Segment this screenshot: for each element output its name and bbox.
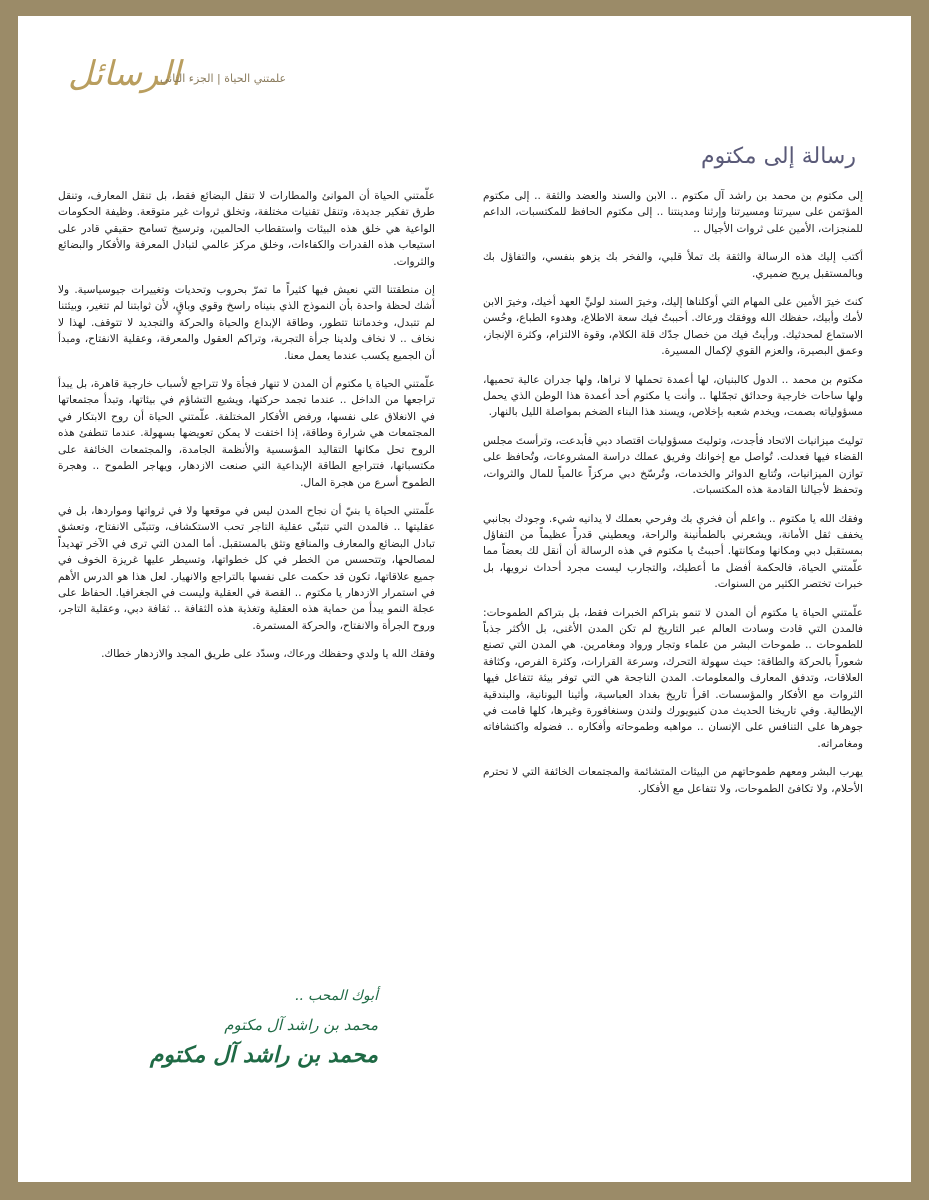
paragraph: وفقك الله يا مكتوم .. واعلم أن فخري بك وفرحي بعملك لا يدانيه شيء. وجودك بجانبي يخفف ثقل الأمانة، ويشعرني بالطمأنينة والراحة، ويعطيني قدراً عظيماً من التفاؤل بمستقبل دبي ومكانها ومكانتها. أحببتُ يا مكتوم في هذه الرسالة أن أنقل لك بعضاً مما علّمتني الحياة، فالحكمة أفضل ما أعطيك، والتجارب ليست مجرد أحداث نرويها، بل خبرات تختصر الكثير من السنوات.: [483, 512, 863, 591]
page-sheet: [18, 16, 911, 1182]
paragraph: إن منطقتنا التي نعيش فيها كثيراً ما تمرّ بحروب وتحديات وتغييرات جيوسياسية. ولا أشك لحظة واحدة بأن النموذج الذي بنيناه راسخ وقوي وباقٍ، لأن ثوابتنا لم تتغير، وبيئتنا لم تتبدل، وخدماتنا تتطور، وطاقة الإبداع والحياة والحركة والتجديد لا تتوقف. لهذا لا نخاف .. لا نخاف ولدينا جرأة التجربة، وتراكم العقول والمعرفة، وعقلية الانفتاح، ومبدأ أن الجميع يكسب عندما يعمل معنا.: [58, 284, 435, 362]
paragraph: مكتوم بن محمد .. الدول كالبنيان، لها أعمدة تحملها لا نراها، ولها جدران عالية تحميها، ولها ساحات خارجية وحدائق تجمّلها .. وأنت يا مكتوم أحد أعمدة هذا الوطن الذي يحمل مسؤولياته بصمت، ويخدم شعبه بإخلاص، ويسند هذا البناء الضخم بمواصلة الليل بالنهار.: [483, 373, 863, 419]
paragraph: علّمتني الحياة أن الموانئ والمطارات لا تنقل البضائع فقط، بل تنقل المعارف، وتنقل طرق تفكير جديدة، وتنقل تقنيات مختلفة، وتخلق ثروات غير متوقعة. وظيفة الحكومات الواعية هي خلق هذه البيئات واستقطاب الحالمين، وترسيخ تسامح حقيقي قادر على استيعاب هذه القدرات والكفاءات، وخلق مركز عالمي لتبادل المعرفة والأفكار والبضائع والثروات.: [58, 190, 435, 268]
paragraph: علّمتني الحياة يا مكتوم أن المدن لا تنهار فجأة ولا تتراجع لأسباب خارجية قاهرة، بل يبدأ تراجعها من الداخل .. عندما تجمد حركتها، ويشيع التشاؤم في بيئاتها، وتبدأ مجتمعاتها في الانغلاق على نفسها، ورفض الأفكار المختلفة. علّمتني الحياة أن روح الابتكار في المجتمعات هي شرارة وطاقة، إذا اختفت لا يمكن تعويضها بسهولة. عندما تنطفئ هذه الروح تحل مكانها التقاليد المؤسسية والأنظمة الجامدة، والمجتمعات الخائفة على مكتسباتها، فتتراجع الطاقة الإبداعية التي صنعت الازدهار، ويهاجر الطموح .. وهجرة الطموح أسرع من هجرة المال.: [58, 378, 435, 489]
brand-logo: الرسائل: [68, 54, 181, 94]
paragraph: أكتب إليك هذه الرسالة والثقة بك تملأ قلبي، والفخر بك يزهو بنفسي، والتفاؤل بك وبالمستقبل يريح ضميري.: [483, 251, 863, 280]
right-column: [483, 188, 863, 809]
paragraph: كنتَ خيرَ الأمين على المهام التي أوكلناها إليك، وخيرَ السند لوليِّ العهد أخيك، وخيرَ الابن لأمك وأبيك، حفظك الله ووفقك ورعاك. أحببتُ فيك سعة الاطلاع، وهدوء الطباع، وحُسن الاستماع لمحدثيك. ورأيتُ فيك من خصال جدّك قلة الكلام، وقوة الالتزام، وكثرة الإنجاز، وعمق البصيرة، والعزم القوي لإكمال المسيرة.: [483, 296, 863, 358]
paragraph: علّمتني الحياة يا مكتوم أن المدن لا تنمو بتراكم الخبرات فقط، بل بتراكم الطموحات: فالمدن التي قادت وسادت العالم عبر التاريخ لم تكن المدن الأغنى، بل الأكثر جذباً للطموحات .. طموحات البشر من علماء وتجار ورواد ومغامرين. هي المدن التي تصنع شعوراً بالحركة والطاقة: حيث سهولة التحرك، وسرعة القرارات، وكثرة الفرص، وكثافة العلاقات، وتدفق المعارف والمعلومات. المدن الناجحة هي التي توفر بيئة تتفاعل فيها الثروات مع الأفكار والمؤسسات. اقرأ تاريخ بغداد العباسية، وأثينا اليونانية، والبندقية الإيطالية. وفي تاريخنا الحديث مدن كنيويورك ولندن وسنغافورة وغيرها، كلها قامت في جوهرها على التنافس على الإنسان .. مواهبه وطموحاته وأفكاره .. فضوله واكتشافاته ومغامراته.: [483, 606, 863, 750]
paragraph: وفقك الله يا ولدي وحفظك ورعاك، وسدّد على طريق المجد والازدهار خطاك.: [101, 648, 435, 661]
left-column: [58, 188, 435, 675]
paragraph: توليتَ ميزانيات الاتحاد فأجدت، وتوليتَ مسؤوليات اقتصاد دبي فأبدعت، وترأستَ مجلس القضاء فيها فعدلت. تُواصل مع إخوانك وفريق عملك دراسة المشروعات، وتُحافظ على توازن الميزانيات، وتُتابع الدوائر والخدمات، وتُرسّخ دبي مركزاً عالمياً للمال والثروات، وتحفظ لأجيالنا القادمة هذه المكتسبات.: [483, 434, 863, 497]
paragraph: إلى مكتوم بن محمد بن راشد آل مكتوم .. الابن والسند والعضد والثقة .. إلى مكتوم المؤتمن على سيرتنا ومسيرتنا وإرثنا ومدينتنا .. إلى مكتوم الحافظ للمكتسبات، الداعم للمنجزات، الأمين على ثروات الأجيال ..: [483, 190, 863, 235]
paragraph: علّمتني الحياة يا بنيّ أن نجاح المدن ليس في موقعها ولا في ثرواتها ومواردها، بل في عقليتها .. فالمدن التي تتبنّى عقلية التاجر تحب الاستكشاف، وتتبنّى الانفتاح، وتعشق تبادل البضائع والمعارف والمنافع وتثق بالمستقبل. أما المدن التي ترى في الآخر تهديداً لمصالحها، وتتحسس من الخطر في كل خطواتها، وتسيطر عليها غريزة الخوف في جميع علاقاتها، تكون قد حكمت على نفسها بالتراجع والانهيار. لعل هذا هو الدرس الأهم في استمرار الازدهار يا مكتوم .. القصة في العقلية وليست في الجغرافيا. الحفاظ على عجلة النمو يبدأ من حماية هذه العقلية وتغذية هذه الثقافة .. ثقافة دبي، وعقلية التاجر، وروح الجرأة والانفتاح، والحركة المستمرة.: [58, 504, 435, 632]
handwritten-signature: محمد بن راشد آل مكتوم: [149, 1042, 378, 1068]
book-subtitle: علمتني الحياة | الجزء الثاني: [160, 72, 287, 85]
signature-name: محمد بن راشد آل مكتوم: [224, 1016, 378, 1034]
paragraph: يهرب البشر ومعهم طموحاتهم من البيئات المتشائمة والمجتمعات الخائفة التي لا تحترم الأحلام، ولا تكافئ الطموحات، ولا تتفاعل مع الأفكار.: [483, 766, 863, 795]
letter-title: رسالة إلى مكتوم: [701, 144, 856, 169]
signature-closing: أبوك المحب ..: [294, 988, 378, 1004]
signature-block: [138, 988, 378, 1068]
